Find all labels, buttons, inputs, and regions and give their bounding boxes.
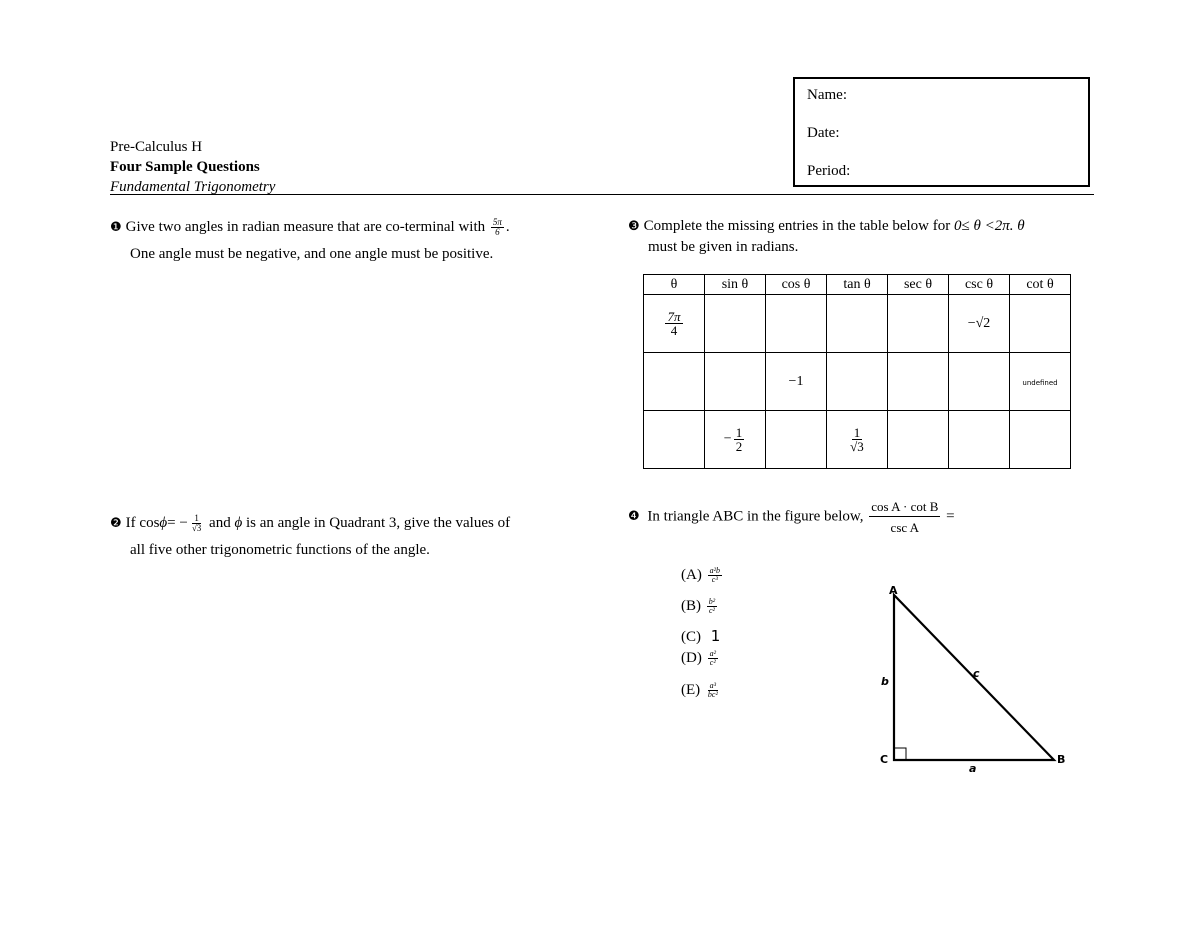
question-4-expression: $\frac{\text{cos A · cot B}}{\text{csc A}}$	[871, 499, 939, 535]
table-cell[interactable]	[827, 353, 888, 411]
question-4-equals: =	[946, 508, 955, 525]
table-cell[interactable]	[888, 411, 949, 469]
choice-d[interactable]: (D) $\frac{\text{a²}}{\text{c²}}$	[681, 649, 716, 668]
vertex-b: B	[1057, 753, 1066, 766]
choice-e[interactable]: (E) $\frac{\text{a³}}{\text{bc²}}$	[681, 681, 718, 700]
question-3-text: Complete the missing entries in the table below for	[643, 218, 951, 234]
question-2-if: If	[125, 515, 136, 531]
question-2-fraction: $\frac{1}{√3}$	[191, 513, 202, 534]
question-3-instruction: must be given in radians.	[648, 239, 799, 255]
right-angle-marker	[894, 748, 906, 760]
table-cell: −√2	[949, 295, 1010, 353]
period-label: Period:	[807, 163, 851, 179]
table-cell[interactable]	[644, 353, 705, 411]
table-header: cot θ	[1010, 275, 1071, 295]
table-cell	[1010, 353, 1071, 411]
table-cell[interactable]	[705, 295, 766, 353]
side-c-label: c	[973, 667, 980, 680]
table-cell[interactable]	[766, 295, 827, 353]
choice-c[interactable]: (C) 1	[681, 627, 721, 645]
question-4	[628, 500, 1098, 534]
question-1-instruction: One angle must be negative, and one angle must be positive.	[130, 246, 494, 262]
table-header: θ	[644, 275, 705, 295]
table-cell[interactable]	[644, 411, 705, 469]
course-header	[110, 137, 275, 197]
question-2-and: and	[209, 515, 231, 531]
table-header: cos θ	[766, 275, 827, 295]
table-cell	[827, 411, 888, 469]
table-cell[interactable]	[705, 353, 766, 411]
question-1-number: ❶	[110, 220, 122, 235]
undefined-label: undefined	[1022, 378, 1058, 387]
question-3-range: 0≤ θ <2π.	[954, 218, 1014, 234]
sin-value-fraction: $\frac{1}{2}$	[735, 425, 743, 454]
negative-sign: −	[723, 431, 732, 447]
question-2-number: ❷	[110, 516, 122, 531]
question-3	[628, 213, 1098, 260]
side-b-label: b	[881, 675, 889, 688]
table-cell[interactable]	[949, 411, 1010, 469]
table-cell	[644, 295, 705, 353]
table-cell[interactable]	[766, 411, 827, 469]
triangle-figure	[860, 580, 1090, 790]
table-header-row	[644, 275, 1071, 295]
question-1: ❶ Give two angles in radian measure that are co-terminal with $\frac{5\pi}{6}$ . One angle must be negative, and one angle must be positive.	[110, 214, 580, 267]
vertex-a: A	[889, 584, 898, 597]
question-3-theta: θ	[1017, 218, 1025, 234]
worksheet-subtitle: Fundamental Trigonometry	[110, 179, 276, 195]
table-cell[interactable]	[888, 353, 949, 411]
table-row	[644, 295, 1071, 353]
trig-table	[643, 274, 1071, 469]
question-4-number: ❹	[628, 509, 640, 525]
worksheet-title: Four Sample Questions	[110, 159, 260, 175]
question-2	[110, 510, 590, 563]
name-label: Name:	[807, 87, 847, 103]
table-row	[644, 353, 1071, 411]
student-info-box	[793, 77, 1090, 187]
choice-b[interactable]: (B) $\frac{\text{b²}}{\text{c²}}$	[681, 597, 716, 616]
table-header: tan θ	[827, 275, 888, 295]
header-divider	[110, 194, 1094, 195]
table-cell[interactable]	[1010, 295, 1071, 353]
side-a-label: a	[969, 762, 977, 775]
table-row	[644, 411, 1071, 469]
question-1-text: Give two angles in radian measure that are co-terminal with	[125, 219, 486, 235]
theta-7pi-over-4: $\frac{7\pi}{4}$	[667, 309, 681, 338]
question-2-phi-2: ϕ	[234, 515, 243, 531]
course-name: Pre-Calculus H	[110, 139, 203, 155]
choice-a[interactable]: (A) $\frac{\text{a²b}}{\text{c³}}$	[681, 566, 720, 585]
question-2-cos: cos	[139, 515, 160, 531]
table-header: sin θ	[705, 275, 766, 295]
table-cell[interactable]	[949, 353, 1010, 411]
question-2-phi: ϕ	[159, 515, 168, 531]
vertex-c: C	[880, 753, 889, 766]
question-2-instruction: all five other trigonometric functions of the angle.	[130, 542, 430, 558]
question-3-number: ❸	[628, 219, 640, 234]
question-2-text: is an angle in Quadrant 3, give the values of	[245, 515, 511, 531]
question-2-eq: = −	[167, 515, 188, 531]
tan-value-fraction: $\frac{1}{√3}$	[850, 425, 864, 454]
table-header: sec θ	[888, 275, 949, 295]
table-cell: −1	[766, 353, 827, 411]
table-cell[interactable]	[1010, 411, 1071, 469]
question-1-fraction: $\frac{5\pi}{6}$	[492, 217, 502, 238]
date-label: Date:	[807, 125, 840, 141]
question-4-text: In triangle ABC in the figure below,	[647, 508, 864, 525]
table-header: csc θ	[949, 275, 1010, 295]
table-cell	[705, 411, 766, 469]
table-cell[interactable]	[888, 295, 949, 353]
table-cell[interactable]	[827, 295, 888, 353]
